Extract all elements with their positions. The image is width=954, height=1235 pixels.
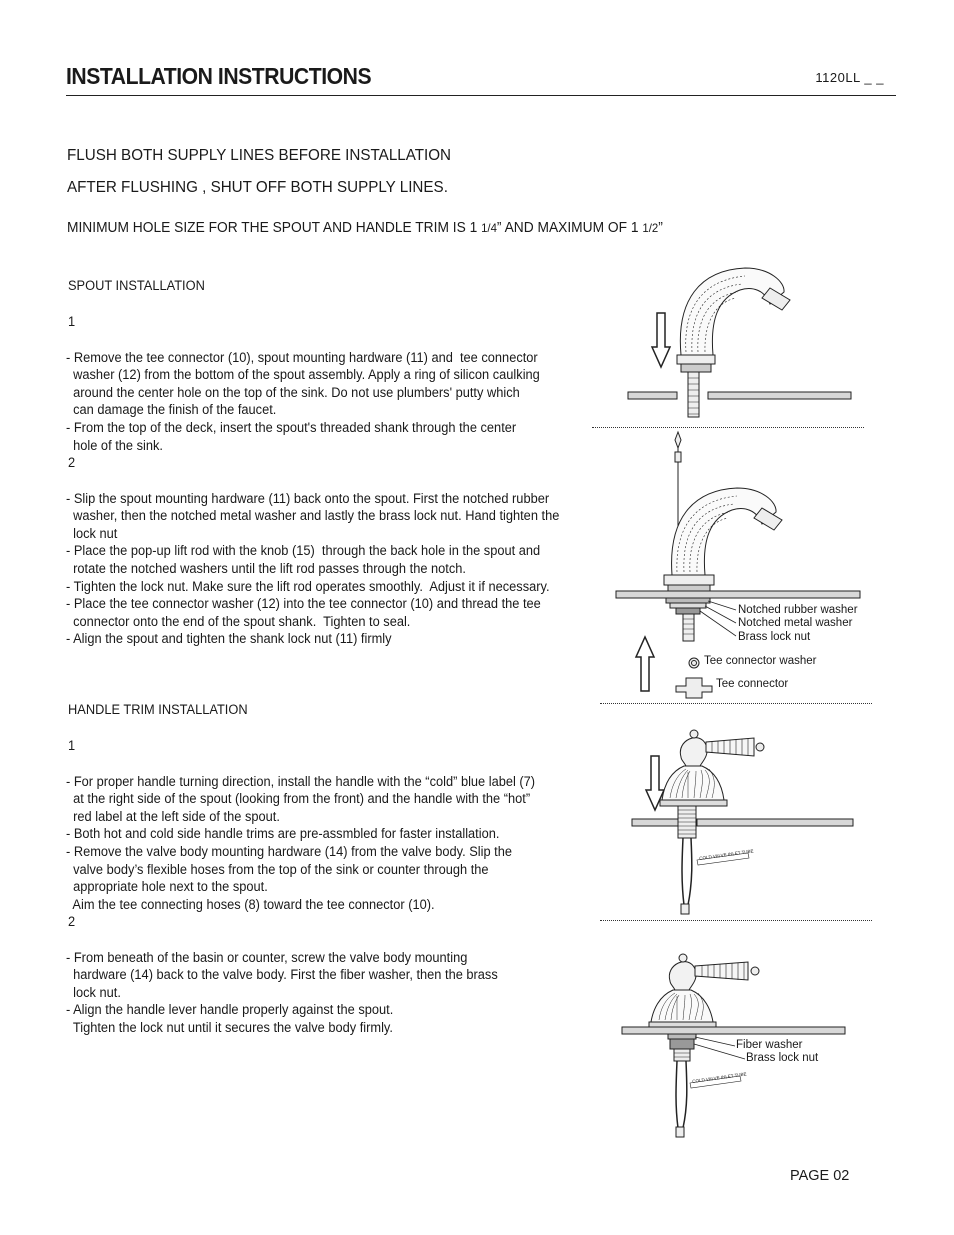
handle-heading: HANDLE TRIM INSTALLATION bbox=[68, 702, 248, 717]
page-number: PAGE 02 bbox=[790, 1168, 850, 1184]
shutoff-instruction: AFTER FLUSHING , SHUT OFF BOTH SUPPLY LINES. bbox=[67, 179, 448, 196]
supply-hose bbox=[676, 1061, 687, 1128]
text-line: at the right side of the spout (looking from the front) and the handle with the “hot” bbox=[66, 791, 531, 807]
label-tee-connector: Tee connector bbox=[716, 678, 789, 690]
text-line: - Place the tee connector washer (12) into the tee connector (10) and thread the tee bbox=[66, 596, 541, 612]
text-line: - Both hot and cold side handle trims are pre-assmbled for faster installation. bbox=[66, 826, 500, 842]
text-line: Aim the tee connecting hoses (8) toward the tee connector (10). bbox=[66, 896, 435, 912]
label-brass-lock-nut-handle: Brass lock nut bbox=[746, 1052, 819, 1064]
label-fiber-washer: Fiber washer bbox=[736, 1039, 803, 1051]
text-line: - Remove the valve body mounting hardware (14) from the valve body. Slip the bbox=[66, 843, 513, 859]
text-line: red label at the left side of the spout. bbox=[66, 808, 280, 824]
text-line: valve body’s flexible hoses from the top of the sink or counter through the bbox=[66, 861, 489, 877]
text-line: connector onto the end of the spout shank. Tighten to seal. bbox=[66, 613, 411, 629]
text-line: - For proper handle turning direction, install the handle with the “cold” blue label (7) bbox=[66, 773, 536, 789]
spout-heading: SPOUT INSTALLATION bbox=[68, 278, 205, 293]
spout-step1-number: 1 bbox=[68, 314, 76, 329]
handle-lever bbox=[695, 962, 748, 980]
label-brass-lock-nut: Brass lock nut bbox=[738, 631, 811, 643]
text-line: - Remove the tee connector (10), spout mounting hardware (11) and tee connector bbox=[66, 349, 538, 365]
text-line: hardware (14) back to the valve body. First the fiber washer, then the brass bbox=[66, 967, 498, 983]
text-line: - Align the spout and tighten the shank lock nut (11) firmly bbox=[66, 631, 392, 647]
label-notched-metal-washer: Notched metal washer bbox=[738, 617, 853, 629]
handle-step1-number: 1 bbox=[68, 738, 76, 753]
text-line: washer (12) from the bottom of the spout assembly. Apply a ring of silicon caulking bbox=[66, 367, 540, 383]
text-line: - From beneath of the basin or counter, screw the valve body mounting bbox=[66, 949, 468, 965]
text-line: - Slip the spout mounting hardware (11) back onto the spout. First the notched rubber bbox=[66, 490, 550, 506]
handle-step2-number: 2 bbox=[68, 914, 76, 929]
page-title: INSTALLATION INSTRUCTIONS bbox=[66, 63, 372, 89]
flush-instruction: FLUSH BOTH SUPPLY LINES BEFORE INSTALLATION bbox=[67, 147, 452, 164]
text-line: washer, then the notched metal washer and lastly the brass lock nut. Hand tighten the bbox=[66, 508, 560, 524]
text-line: around the center hole on the top of the sink. Do not use plumbers' putty which bbox=[66, 384, 520, 400]
hose-tag-text: COLD VALVE INLET TUBE bbox=[692, 1071, 747, 1084]
text-line: Tighten the lock nut until it secures the valve body firmly. bbox=[66, 1019, 393, 1035]
spout-step2-number: 2 bbox=[68, 455, 76, 470]
label-notched-rubber-washer: Notched rubber washer bbox=[738, 604, 858, 616]
text-line: rotate the notched washers until the lift rod passes through the notch. bbox=[66, 560, 466, 576]
hose-tag-text: COLD VALVE INLET TUBE bbox=[699, 848, 754, 861]
text-line: lock nut bbox=[66, 525, 118, 541]
text-line: can damage the finish of the faucet. bbox=[66, 402, 277, 418]
text-line: - Align the handle lever handle properly against the spout. bbox=[66, 1002, 394, 1018]
text-line: - Place the pop-up lift rod with the knob (15) through the back hole in the spout and bbox=[66, 543, 541, 559]
text-line: hole of the sink. bbox=[66, 437, 163, 453]
handle-knob bbox=[669, 962, 696, 990]
handle-escutcheon bbox=[651, 990, 713, 1022]
label-tee-connector-washer: Tee connector washer bbox=[704, 655, 817, 667]
text-line: lock nut. bbox=[66, 984, 121, 1000]
model-number: 1120LL _ _ bbox=[815, 70, 884, 85]
deck bbox=[622, 1027, 845, 1034]
text-line: - Tighten the lock nut. Make sure the lift rod operates smoothly. Adjust it if necessary. bbox=[66, 578, 550, 594]
hole-size-note: MINIMUM HOLE SIZE FOR THE SPOUT AND HANDLE TRIM IS 1 1/4” AND MAXIMUM OF 1 1/2” bbox=[67, 220, 663, 236]
text-line: appropriate hole next to the spout. bbox=[66, 879, 268, 895]
text-line: - From the top of the deck, insert the spout's threaded shank through the center bbox=[66, 419, 517, 435]
